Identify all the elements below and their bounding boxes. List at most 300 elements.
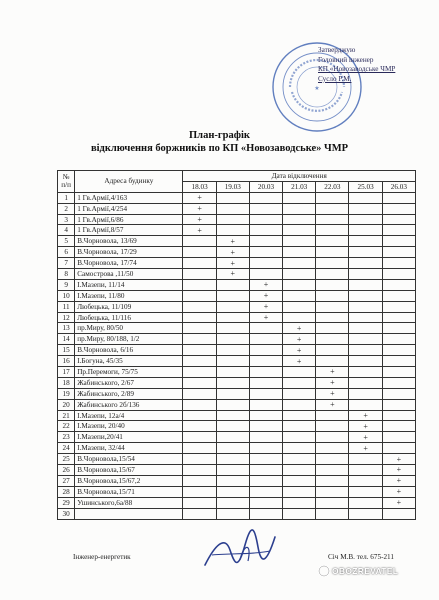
date-cell <box>249 377 282 388</box>
date-cell <box>349 454 382 465</box>
date-cell <box>349 192 382 203</box>
row-address: І.Мазепи, 11/14 <box>75 279 183 290</box>
signer-name: Січ М.В. тел. 675-211 <box>328 553 394 561</box>
row-address: В.Чорновола,15/71 <box>75 486 183 497</box>
date-cell <box>349 323 382 334</box>
date-cell <box>316 432 349 443</box>
date-cell <box>183 454 216 465</box>
date-cell <box>349 279 382 290</box>
date-cell <box>183 290 216 301</box>
row-address: В.Чорновола,15/67 <box>75 465 183 476</box>
date-cell <box>283 269 316 280</box>
table-row <box>58 203 416 214</box>
date-cell <box>183 356 216 367</box>
disconnect-mark: + <box>249 279 282 290</box>
date-group-header: Дата відключення <box>183 171 416 182</box>
row-number: 14 <box>58 334 75 345</box>
date-cell <box>249 443 282 454</box>
row-address: В.Чорновола,15/54 <box>75 454 183 465</box>
date-cell <box>382 345 415 356</box>
date-cell <box>183 367 216 378</box>
row-number: 21 <box>58 410 75 421</box>
date-cell <box>382 334 415 345</box>
table-row <box>58 497 416 508</box>
date-cell <box>316 192 349 203</box>
date-cell <box>382 323 415 334</box>
date-cell <box>183 334 216 345</box>
date-cell <box>316 486 349 497</box>
document-title: План-графік <box>189 130 250 141</box>
date-cell <box>349 312 382 323</box>
date-cell <box>283 192 316 203</box>
row-address: В.Чорновола,15/67,2 <box>75 475 183 486</box>
date-cell <box>316 508 349 519</box>
signer-role: Інженер-енергетик <box>73 553 131 561</box>
table-row <box>58 367 416 378</box>
date-cell <box>183 258 216 269</box>
date-cell <box>183 497 216 508</box>
date-header-cell: 20.03 <box>249 181 282 192</box>
approval-line-4: Сусло Р.М. <box>318 74 352 83</box>
date-cell <box>382 432 415 443</box>
disconnect-mark: + <box>216 236 249 247</box>
date-cell <box>283 475 316 486</box>
date-cell <box>349 345 382 356</box>
date-cell <box>316 290 349 301</box>
table-row <box>58 225 416 236</box>
disconnect-mark: + <box>316 388 349 399</box>
disconnect-mark: + <box>316 377 349 388</box>
date-cell <box>382 225 415 236</box>
date-cell <box>249 454 282 465</box>
disconnect-mark: + <box>283 334 316 345</box>
row-address: В.Чорновола, 13/69 <box>75 236 183 247</box>
date-cell <box>349 225 382 236</box>
date-cell <box>216 432 249 443</box>
date-cell <box>316 356 349 367</box>
table-row <box>58 247 416 258</box>
date-cell <box>283 486 316 497</box>
table-row <box>58 269 416 280</box>
date-cell <box>349 465 382 476</box>
date-cell <box>382 192 415 203</box>
date-cell <box>382 269 415 280</box>
date-cell <box>283 388 316 399</box>
date-cell <box>316 443 349 454</box>
row-number: 10 <box>58 290 75 301</box>
date-cell <box>316 421 349 432</box>
date-cell <box>183 508 216 519</box>
date-cell <box>316 269 349 280</box>
watermark-logo-icon <box>318 565 330 577</box>
row-number: 27 <box>58 475 75 486</box>
date-cell <box>349 388 382 399</box>
date-cell <box>283 465 316 476</box>
date-cell <box>216 225 249 236</box>
date-cell <box>349 301 382 312</box>
disconnect-mark: + <box>216 258 249 269</box>
date-cell <box>249 323 282 334</box>
date-cell <box>349 497 382 508</box>
date-cell <box>249 345 282 356</box>
date-cell <box>316 497 349 508</box>
date-cell <box>183 345 216 356</box>
date-cell <box>183 432 216 443</box>
row-address: В.Чорновола, 17/74 <box>75 258 183 269</box>
date-cell <box>349 258 382 269</box>
table-row <box>58 345 416 356</box>
date-cell <box>183 377 216 388</box>
row-address: І.Мазепи, 20/40 <box>75 421 183 432</box>
disconnect-mark: + <box>283 345 316 356</box>
date-cell <box>283 443 316 454</box>
watermark-text: OBOZREVATEL <box>332 566 399 576</box>
approval-line-1: Затверджую <box>318 46 356 54</box>
row-address: Самострова ,11/50 <box>75 269 183 280</box>
date-cell <box>349 486 382 497</box>
date-cell <box>283 258 316 269</box>
date-cell <box>283 497 316 508</box>
date-cell <box>183 475 216 486</box>
row-number: 23 <box>58 432 75 443</box>
table-row <box>58 192 416 203</box>
table-row <box>58 486 416 497</box>
row-number: 8 <box>58 269 75 280</box>
date-cell <box>316 247 349 258</box>
disconnect-mark: + <box>382 465 415 476</box>
date-cell <box>283 508 316 519</box>
disconnect-mark: + <box>382 497 415 508</box>
date-cell <box>249 269 282 280</box>
disconnect-mark: + <box>249 312 282 323</box>
date-cell <box>216 214 249 225</box>
row-number: 2 <box>58 203 75 214</box>
row-address: Пр.Перемоги, 75/75 <box>75 367 183 378</box>
row-address <box>75 508 183 519</box>
date-cell <box>216 486 249 497</box>
table-row <box>58 454 416 465</box>
svg-text:★: ★ <box>314 85 320 92</box>
table-row <box>58 356 416 367</box>
disconnect-mark: + <box>316 367 349 378</box>
date-cell <box>249 465 282 476</box>
number-header <box>58 171 75 193</box>
date-cell <box>316 236 349 247</box>
date-cell <box>316 323 349 334</box>
date-cell <box>283 236 316 247</box>
date-cell <box>216 497 249 508</box>
date-cell <box>216 377 249 388</box>
row-address: В.Чорновола, 6/16 <box>75 345 183 356</box>
date-cell <box>382 443 415 454</box>
date-cell <box>216 334 249 345</box>
date-cell <box>349 290 382 301</box>
date-cell <box>183 247 216 258</box>
date-cell <box>316 214 349 225</box>
date-cell <box>382 356 415 367</box>
table-row <box>58 323 416 334</box>
table-row <box>58 301 416 312</box>
date-cell <box>316 203 349 214</box>
date-cell <box>249 236 282 247</box>
row-address: І.Богуна, 45/35 <box>75 356 183 367</box>
date-cell <box>283 312 316 323</box>
row-number: 3 <box>58 214 75 225</box>
date-cell <box>249 214 282 225</box>
schedule-rows <box>58 192 416 519</box>
date-cell <box>382 247 415 258</box>
row-number: 20 <box>58 399 75 410</box>
disconnect-mark: + <box>183 203 216 214</box>
disconnect-mark: + <box>183 192 216 203</box>
date-cell <box>316 301 349 312</box>
date-cell <box>216 345 249 356</box>
date-cell <box>283 454 316 465</box>
date-cell <box>249 497 282 508</box>
date-cell <box>183 486 216 497</box>
date-cell <box>382 508 415 519</box>
schedule-table <box>57 170 416 520</box>
table-row <box>58 334 416 345</box>
date-cell <box>249 399 282 410</box>
row-number: 24 <box>58 443 75 454</box>
date-cell <box>382 301 415 312</box>
disconnect-mark: + <box>349 410 382 421</box>
row-address: Жабинського, 2/89 <box>75 388 183 399</box>
row-number: 9 <box>58 279 75 290</box>
row-number: 22 <box>58 421 75 432</box>
date-cell <box>283 247 316 258</box>
row-number: 18 <box>58 377 75 388</box>
row-number: 4 <box>58 225 75 236</box>
date-header-cell: 18.03 <box>183 181 216 192</box>
date-cell <box>249 258 282 269</box>
table-row <box>58 388 416 399</box>
disconnect-mark: + <box>283 356 316 367</box>
table-row <box>58 258 416 269</box>
row-number: 29 <box>58 497 75 508</box>
number-header-line-1: № <box>62 173 70 182</box>
date-cell <box>249 410 282 421</box>
date-cell <box>349 508 382 519</box>
date-cell <box>316 410 349 421</box>
table-row <box>58 443 416 454</box>
date-cell <box>183 269 216 280</box>
approval-line-2: Головний інженер <box>318 55 374 64</box>
row-number: 5 <box>58 236 75 247</box>
table-row <box>58 508 416 519</box>
date-cell <box>216 443 249 454</box>
row-number: 19 <box>58 388 75 399</box>
date-cell <box>283 410 316 421</box>
disconnect-mark: + <box>382 475 415 486</box>
date-cell <box>183 421 216 432</box>
table-row <box>58 214 416 225</box>
date-cell <box>216 323 249 334</box>
row-address: Любецька, 11/109 <box>75 301 183 312</box>
date-cell <box>382 258 415 269</box>
row-number: 7 <box>58 258 75 269</box>
approval-block <box>318 46 436 84</box>
date-cell <box>316 258 349 269</box>
date-cell <box>382 410 415 421</box>
date-cell <box>249 475 282 486</box>
row-address: 1 Гв.Армії,4/254 <box>75 203 183 214</box>
date-cell <box>316 454 349 465</box>
row-number: 25 <box>58 454 75 465</box>
date-cell <box>216 203 249 214</box>
date-cell <box>183 323 216 334</box>
row-address: Жабинського, 2/67 <box>75 377 183 388</box>
date-cell <box>216 279 249 290</box>
date-header-cell: 26.03 <box>382 181 415 192</box>
date-cell <box>382 279 415 290</box>
date-cell <box>382 399 415 410</box>
date-cell <box>283 301 316 312</box>
signature-mark <box>200 525 280 575</box>
table-row <box>58 377 416 388</box>
date-cell <box>216 410 249 421</box>
table-row <box>58 312 416 323</box>
date-cell <box>316 475 349 486</box>
table-row <box>58 432 416 443</box>
row-number: 26 <box>58 465 75 476</box>
disconnect-mark: + <box>349 432 382 443</box>
table-row <box>58 410 416 421</box>
row-address: 1 Гв.Армії,4/163 <box>75 192 183 203</box>
date-cell <box>349 399 382 410</box>
date-cell <box>349 203 382 214</box>
date-cell <box>382 312 415 323</box>
date-cell <box>216 465 249 476</box>
table-row <box>58 421 416 432</box>
date-cell <box>349 269 382 280</box>
disconnect-mark: + <box>183 214 216 225</box>
date-cell <box>316 334 349 345</box>
date-cell <box>183 410 216 421</box>
date-cell <box>349 367 382 378</box>
date-cell <box>382 236 415 247</box>
disconnect-mark: + <box>183 225 216 236</box>
row-number: 28 <box>58 486 75 497</box>
date-cell <box>382 388 415 399</box>
date-cell <box>283 225 316 236</box>
date-cell <box>349 356 382 367</box>
date-cell <box>183 465 216 476</box>
row-number: 12 <box>58 312 75 323</box>
disconnect-mark: + <box>283 323 316 334</box>
date-cell <box>382 367 415 378</box>
date-cell <box>183 312 216 323</box>
date-cell <box>382 290 415 301</box>
date-cell <box>216 301 249 312</box>
date-cell <box>249 225 282 236</box>
number-header-line-2: п/п <box>61 181 71 190</box>
date-cell <box>283 421 316 432</box>
date-cell <box>283 432 316 443</box>
date-header-cell: 21.03 <box>283 181 316 192</box>
date-cell <box>382 214 415 225</box>
row-number: 17 <box>58 367 75 378</box>
date-cell <box>183 279 216 290</box>
date-cell <box>216 367 249 378</box>
row-number: 6 <box>58 247 75 258</box>
date-cell <box>216 290 249 301</box>
date-cell <box>216 312 249 323</box>
row-number: 16 <box>58 356 75 367</box>
date-cell <box>316 312 349 323</box>
date-cell <box>249 203 282 214</box>
row-address: І.Мазепи, 11/80 <box>75 290 183 301</box>
row-address: 1 Гв.Армії,8/57 <box>75 225 183 236</box>
date-cell <box>249 247 282 258</box>
date-cell <box>249 356 282 367</box>
table-row <box>58 236 416 247</box>
table-row <box>58 279 416 290</box>
approval-line-3: КП «Новозаводське ЧМР <box>318 65 396 74</box>
date-cell <box>349 214 382 225</box>
row-number: 13 <box>58 323 75 334</box>
date-header-cell: 22.03 <box>316 181 349 192</box>
date-cell <box>316 279 349 290</box>
date-cell <box>316 345 349 356</box>
date-cell <box>249 192 282 203</box>
disconnect-mark: + <box>382 454 415 465</box>
document-subtitle: відключення боржників по КП «Новозаводське» ЧМР <box>90 143 349 154</box>
date-cell <box>216 421 249 432</box>
date-cell <box>283 399 316 410</box>
date-cell <box>216 399 249 410</box>
table-row <box>58 290 416 301</box>
date-cell <box>349 334 382 345</box>
date-cell <box>216 454 249 465</box>
date-cell <box>216 508 249 519</box>
date-cell <box>382 421 415 432</box>
row-number: 15 <box>58 345 75 356</box>
date-cell <box>349 377 382 388</box>
date-cell <box>249 334 282 345</box>
date-cell <box>283 377 316 388</box>
date-cell <box>382 203 415 214</box>
row-address: Любецька, 11/116 <box>75 312 183 323</box>
row-number: 30 <box>58 508 75 519</box>
date-cell <box>183 443 216 454</box>
date-cell <box>249 421 282 432</box>
row-address: І.Мазепи, 12а/4 <box>75 410 183 421</box>
date-cell <box>216 356 249 367</box>
date-cell <box>382 377 415 388</box>
date-cell <box>249 508 282 519</box>
disconnect-mark: + <box>249 301 282 312</box>
row-number: 11 <box>58 301 75 312</box>
row-address: І.Мазепи, 32/44 <box>75 443 183 454</box>
date-cell <box>349 236 382 247</box>
row-address: Жабинського 2б/136 <box>75 399 183 410</box>
table-row <box>58 399 416 410</box>
disconnect-mark: + <box>316 399 349 410</box>
date-cell <box>183 236 216 247</box>
date-cell <box>183 301 216 312</box>
date-cell <box>216 388 249 399</box>
date-cell <box>349 475 382 486</box>
date-cell <box>316 225 349 236</box>
disconnect-mark: + <box>216 269 249 280</box>
disconnect-mark: + <box>249 290 282 301</box>
disconnect-mark: + <box>382 486 415 497</box>
date-cell <box>216 192 249 203</box>
table-row <box>58 465 416 476</box>
row-address: 1 Гв.Армії,6/86 <box>75 214 183 225</box>
